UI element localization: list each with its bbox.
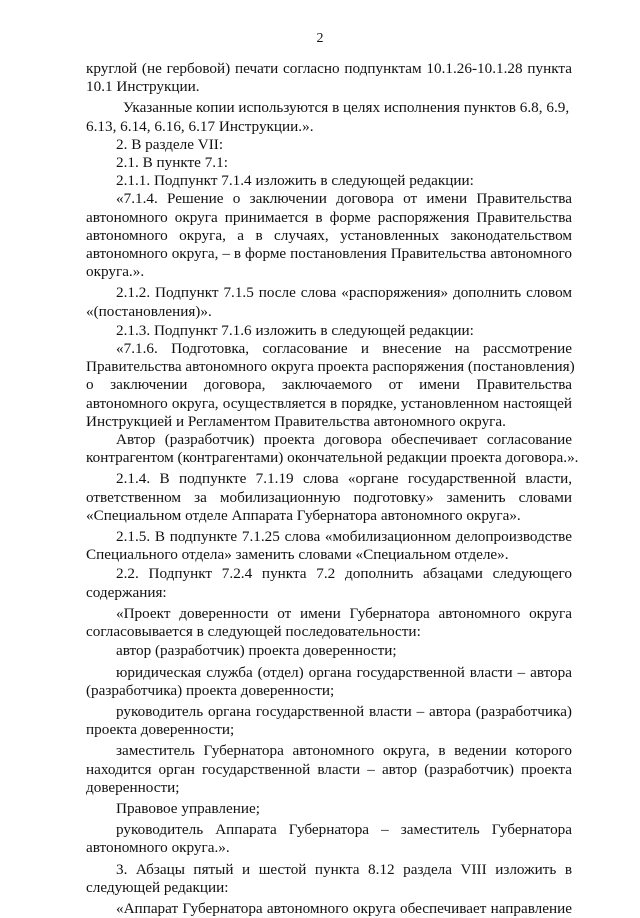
text-line: находится орган государственной власти – автор (разработчик) проекта	[86, 760, 572, 778]
text-line: Указанные копии используются в целях исполнения пунктов 6.8, 6.9,	[123, 99, 570, 117]
text-line: 2. В разделе VII:	[116, 135, 224, 153]
text-line: 2.1.3. Подпункт 7.1.6 изложить в следующей редакции:	[116, 321, 474, 339]
page-number: 2	[316, 31, 324, 46]
text-line: автономного округа принимается в форме распоряжения Правительства	[86, 208, 572, 226]
text-line: Инструкцией и Регламентом Правительства автономного округа.	[86, 412, 506, 430]
text-line: о заключении договора, заключаемого от имени Правительства	[86, 376, 572, 394]
text-line: проекта доверенности;	[86, 721, 235, 739]
text-line: ответственном за мобилизационную подготовку» заменить словами	[86, 488, 572, 506]
text-line: автор (разработчик) проекта доверенности;	[116, 642, 397, 660]
text-line: следующей редакции:	[86, 878, 229, 896]
text-line: согласовывается в следующей последовательности:	[86, 623, 421, 641]
text-line: 2.1.5. В подпункте 7.1.25 слова «мобилизационном делопроизводстве	[116, 528, 572, 546]
text-line: 3. Абзацы пятый и шестой пункта 8.12 раздела VIII изложить в	[116, 860, 572, 878]
text-line: 6.13, 6.14, 6.16, 6.17 Инструкции.».	[86, 117, 314, 135]
text-line: контрагентом (контрагентами) окончательной редакции проекта договора.».	[86, 449, 579, 467]
text-line: автономного округа.».	[86, 839, 230, 857]
text-line: юридическая служба (отдел) органа государственной власти – автора	[116, 663, 572, 681]
text-line: 2.2. Подпункт 7.2.4 пункта 7.2 дополнить абзацами следующего	[116, 565, 572, 583]
text-line: автономного округа, а в случаях, установленных законодательством	[86, 226, 572, 244]
text-line: Автор (разработчик) проекта договора обеспечивает согласование	[116, 431, 572, 449]
document-body	[86, 60, 579, 918]
text-line: Правительства автономного округа проекта распоряжения (постановления)	[86, 358, 575, 376]
text-line: содержания:	[86, 583, 167, 601]
text-line: «(постановления)».	[86, 302, 212, 320]
text-line: Специального отдела» заменить словами «Специальном отделе».	[86, 546, 509, 564]
text-line: автономного округа, осуществляется в порядке, установленном настоящей	[86, 394, 572, 412]
text-line: «Проект доверенности от имени Губернатора автономного округа	[116, 604, 572, 622]
text-line: руководитель Аппарата Губернатора – заместитель Губернатора	[116, 821, 572, 839]
text-line: «Специальном отделе Аппарата Губернатора автономного округа».	[86, 506, 521, 524]
text-line: автономного округа, – в форме постановления Правительства автономного	[86, 245, 572, 263]
text-line: круглой (не гербовой) печати согласно подпунктам 10.1.26-10.1.28 пункта	[86, 60, 572, 77]
text-line: Правовое управление;	[116, 799, 260, 817]
text-line: руководитель органа государственной власти – автора (разработчика)	[116, 702, 572, 720]
text-line: 2.1.1. Подпункт 7.1.4 изложить в следующей редакции:	[116, 172, 474, 190]
text-line: «7.1.4. Решение о заключении договора от имени Правительства	[116, 190, 572, 208]
text-line: (разработчика) проекта доверенности;	[86, 681, 335, 699]
text-line: 10.1 Инструкции.	[86, 78, 200, 96]
text-line: 2.1. В пункте 7.1:	[116, 154, 228, 172]
text-line: 2.1.2. Подпункт 7.1.5 после слова «распоряжения» дополнить словом	[116, 284, 572, 302]
text-line: доверенности;	[86, 778, 180, 796]
text-line: округа.».	[86, 263, 145, 281]
text-line: заместитель Губернатора автономного округа, в ведении которого	[116, 742, 572, 760]
text-line: «7.1.6. Подготовка, согласование и внесение на рассмотрение	[116, 340, 572, 358]
text-line: 2.1.4. В подпункте 7.1.19 слова «органе государственной власти,	[116, 470, 572, 488]
text-line: «Аппарат Губернатора автономного округа обеспечивает направление	[116, 899, 572, 917]
